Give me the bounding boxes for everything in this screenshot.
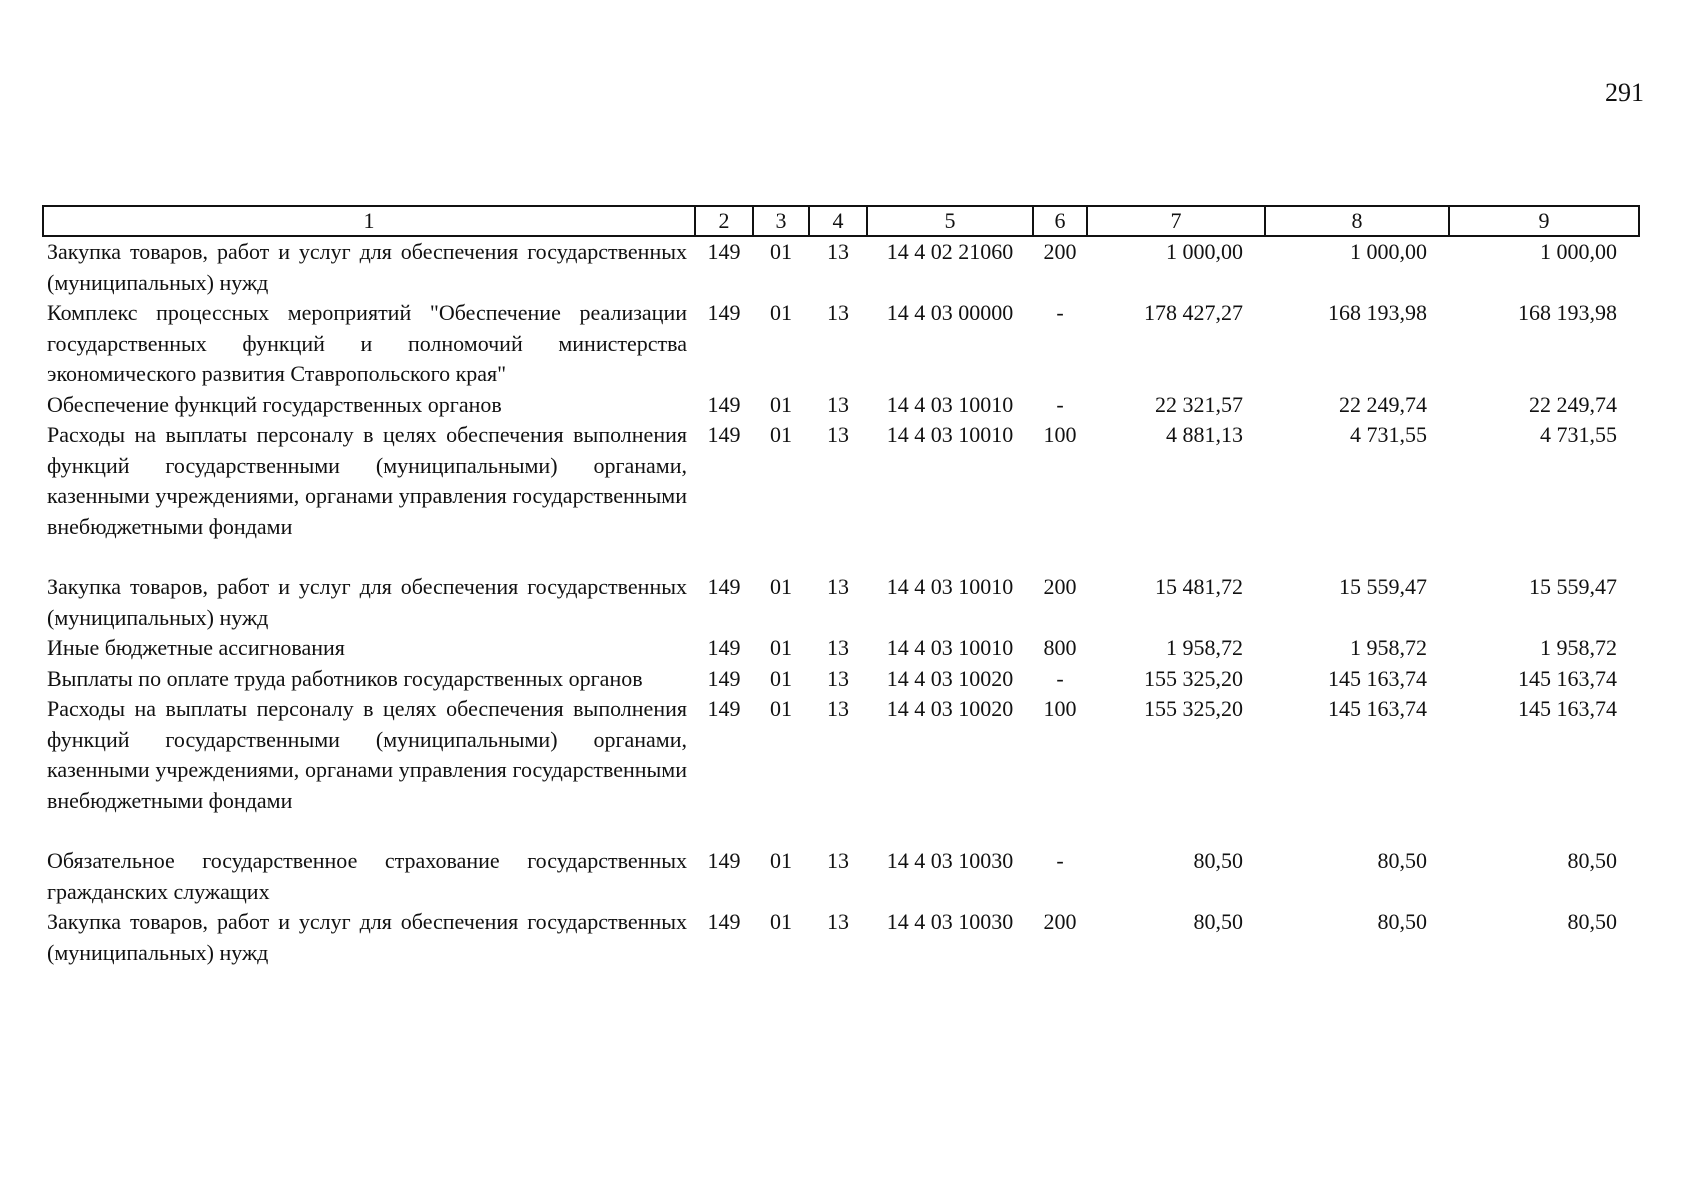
- row-target-item: 14 4 03 10020: [886, 696, 1014, 721]
- row-target-item: 14 4 03 10010: [886, 635, 1014, 660]
- row-name: Расходы на выплаты персоналу в целях обеспечения выполнения функций государственными (муниципальными) органами, казенными учреждениями, органами управления государственными внебюджетными фондами: [47, 422, 687, 539]
- row-section: 01: [770, 848, 792, 873]
- table-row: [43, 694, 1639, 846]
- row-amount-col7: 15 481,72: [1155, 574, 1243, 599]
- row-name: Обеспечение функций государственных органов: [47, 391, 502, 417]
- row-expense-type: -: [1056, 848, 1064, 873]
- header-col-3: 3: [753, 206, 809, 236]
- header-row: [43, 206, 1639, 236]
- row-amount-col9: 1 958,72: [1540, 635, 1617, 660]
- row-amount-col8: 15 559,47: [1339, 574, 1427, 599]
- row-target-item: 14 4 03 10030: [886, 909, 1014, 934]
- row-amount-col9: 4 731,55: [1540, 422, 1617, 447]
- row-section: 01: [770, 635, 792, 660]
- row-grbs: 149: [707, 696, 741, 721]
- row-expense-type: 800: [1043, 635, 1077, 660]
- row-amount-col9: 15 559,47: [1529, 574, 1617, 599]
- row-amount-col8: 4 731,55: [1350, 422, 1427, 447]
- row-name: Выплаты по оплате труда работников государственных органов: [47, 665, 643, 691]
- row-amount-col9: 145 163,74: [1518, 696, 1617, 721]
- row-name: Закупка товаров, работ и услуг для обеспечения государственных (муниципальных) нужд: [47, 909, 687, 965]
- row-expense-type: -: [1056, 391, 1064, 417]
- row-name: Закупка товаров, работ и услуг для обеспечения государственных (муниципальных) нужд: [47, 574, 687, 630]
- row-target-item: 14 4 03 10020: [886, 665, 1014, 691]
- table-row: [43, 846, 1639, 907]
- header-col-4: 4: [809, 206, 867, 236]
- row-section: 01: [770, 300, 792, 325]
- row-name: Иные бюджетные ассигнования: [47, 635, 345, 660]
- row-amount-col9: 22 249,74: [1529, 391, 1617, 417]
- table-header: [43, 206, 1639, 236]
- table-row: [43, 236, 1639, 298]
- row-subsection: 13: [827, 422, 849, 447]
- row-name: Обязательное государственное страхование государственных гражданских служащих: [47, 848, 687, 904]
- row-amount-col7: 80,50: [1193, 909, 1243, 934]
- row-target-item: 14 4 02 21060: [886, 239, 1014, 264]
- row-expense-type: 200: [1043, 239, 1077, 264]
- row-expense-type: -: [1056, 665, 1064, 691]
- row-amount-col7: 22 321,57: [1155, 391, 1243, 417]
- row-target-item: 14 4 03 00000: [886, 300, 1014, 325]
- row-amount-col8: 168 193,98: [1328, 300, 1427, 325]
- row-section: 01: [770, 696, 792, 721]
- header-col-9: 9: [1449, 206, 1639, 236]
- row-name: Комплекс процессных мероприятий "Обеспечение реализации государственных функций и полномочий министерства экономического развития Ставропольского края": [47, 300, 687, 386]
- table-row: [43, 298, 1639, 390]
- row-subsection: 13: [827, 574, 849, 599]
- row-grbs: 149: [707, 665, 741, 691]
- row-expense-type: 200: [1043, 574, 1077, 599]
- row-name: Закупка товаров, работ и услуг для обеспечения государственных (муниципальных) нужд: [47, 239, 687, 295]
- budget-table: [42, 205, 1640, 968]
- row-grbs: 149: [707, 300, 741, 325]
- row-grbs: 149: [707, 391, 741, 417]
- row-section: 01: [770, 665, 792, 691]
- header-col-6: 6: [1033, 206, 1087, 236]
- table-row: [43, 633, 1639, 664]
- row-expense-type: -: [1056, 300, 1064, 325]
- row-amount-col8: 1 958,72: [1350, 635, 1427, 660]
- table-row: [43, 420, 1639, 572]
- row-grbs: 149: [707, 848, 741, 873]
- row-name: Расходы на выплаты персоналу в целях обеспечения выполнения функций государственными (муниципальными) органами, казенными учреждениями, органами управления государственными внебюджетными фондами: [47, 696, 687, 813]
- row-amount-col7: 1 958,72: [1166, 635, 1243, 660]
- row-subsection: 13: [827, 848, 849, 873]
- table-row: [43, 907, 1639, 968]
- page-number: 291: [1605, 78, 1644, 107]
- row-grbs: 149: [707, 422, 741, 447]
- table-row: [43, 664, 1639, 695]
- row-amount-col7: 1 000,00: [1166, 239, 1243, 264]
- row-amount-col7: 178 427,27: [1144, 300, 1243, 325]
- row-section: 01: [770, 391, 792, 417]
- row-section: 01: [770, 239, 792, 264]
- row-amount-col9: 80,50: [1567, 848, 1617, 873]
- row-amount-col7: 155 325,20: [1144, 665, 1243, 691]
- row-target-item: 14 4 03 10010: [886, 422, 1014, 447]
- row-grbs: 149: [707, 909, 741, 934]
- row-target-item: 14 4 03 10030: [886, 848, 1014, 873]
- row-subsection: 13: [827, 909, 849, 934]
- row-section: 01: [770, 909, 792, 934]
- header-col-7: 7: [1087, 206, 1265, 236]
- row-amount-col7: 80,50: [1193, 848, 1243, 873]
- table-row: [43, 390, 1639, 421]
- row-target-item: 14 4 03 10010: [886, 391, 1014, 417]
- row-section: 01: [770, 422, 792, 447]
- header-col-5: 5: [867, 206, 1033, 236]
- row-amount-col8: 22 249,74: [1339, 391, 1427, 417]
- row-amount-col7: 4 881,13: [1166, 422, 1243, 447]
- row-section: 01: [770, 574, 792, 599]
- row-grbs: 149: [707, 574, 741, 599]
- row-amount-col8: 80,50: [1377, 909, 1427, 934]
- row-grbs: 149: [707, 239, 741, 264]
- row-expense-type: 200: [1043, 909, 1077, 934]
- row-amount-col9: 1 000,00: [1540, 239, 1617, 264]
- row-subsection: 13: [827, 300, 849, 325]
- table-body: [43, 236, 1639, 968]
- row-expense-type: 100: [1043, 696, 1077, 721]
- row-amount-col9: 80,50: [1567, 909, 1617, 934]
- row-target-item: 14 4 03 10010: [886, 574, 1014, 599]
- table-row: [43, 572, 1639, 633]
- header-col-2: 2: [695, 206, 753, 236]
- row-subsection: 13: [827, 635, 849, 660]
- header-col-1: 1: [43, 206, 695, 236]
- row-subsection: 13: [827, 391, 849, 417]
- row-amount-col8: 145 163,74: [1328, 665, 1427, 691]
- header-col-8: 8: [1265, 206, 1449, 236]
- row-amount-col9: 168 193,98: [1518, 300, 1617, 325]
- row-amount-col8: 80,50: [1377, 848, 1427, 873]
- row-subsection: 13: [827, 665, 849, 691]
- row-subsection: 13: [827, 239, 849, 264]
- row-amount-col8: 145 163,74: [1328, 696, 1427, 721]
- row-grbs: 149: [707, 635, 741, 660]
- row-amount-col8: 1 000,00: [1350, 239, 1427, 264]
- row-amount-col9: 145 163,74: [1518, 665, 1617, 691]
- row-subsection: 13: [827, 696, 849, 721]
- row-expense-type: 100: [1043, 422, 1077, 447]
- row-amount-col7: 155 325,20: [1144, 696, 1243, 721]
